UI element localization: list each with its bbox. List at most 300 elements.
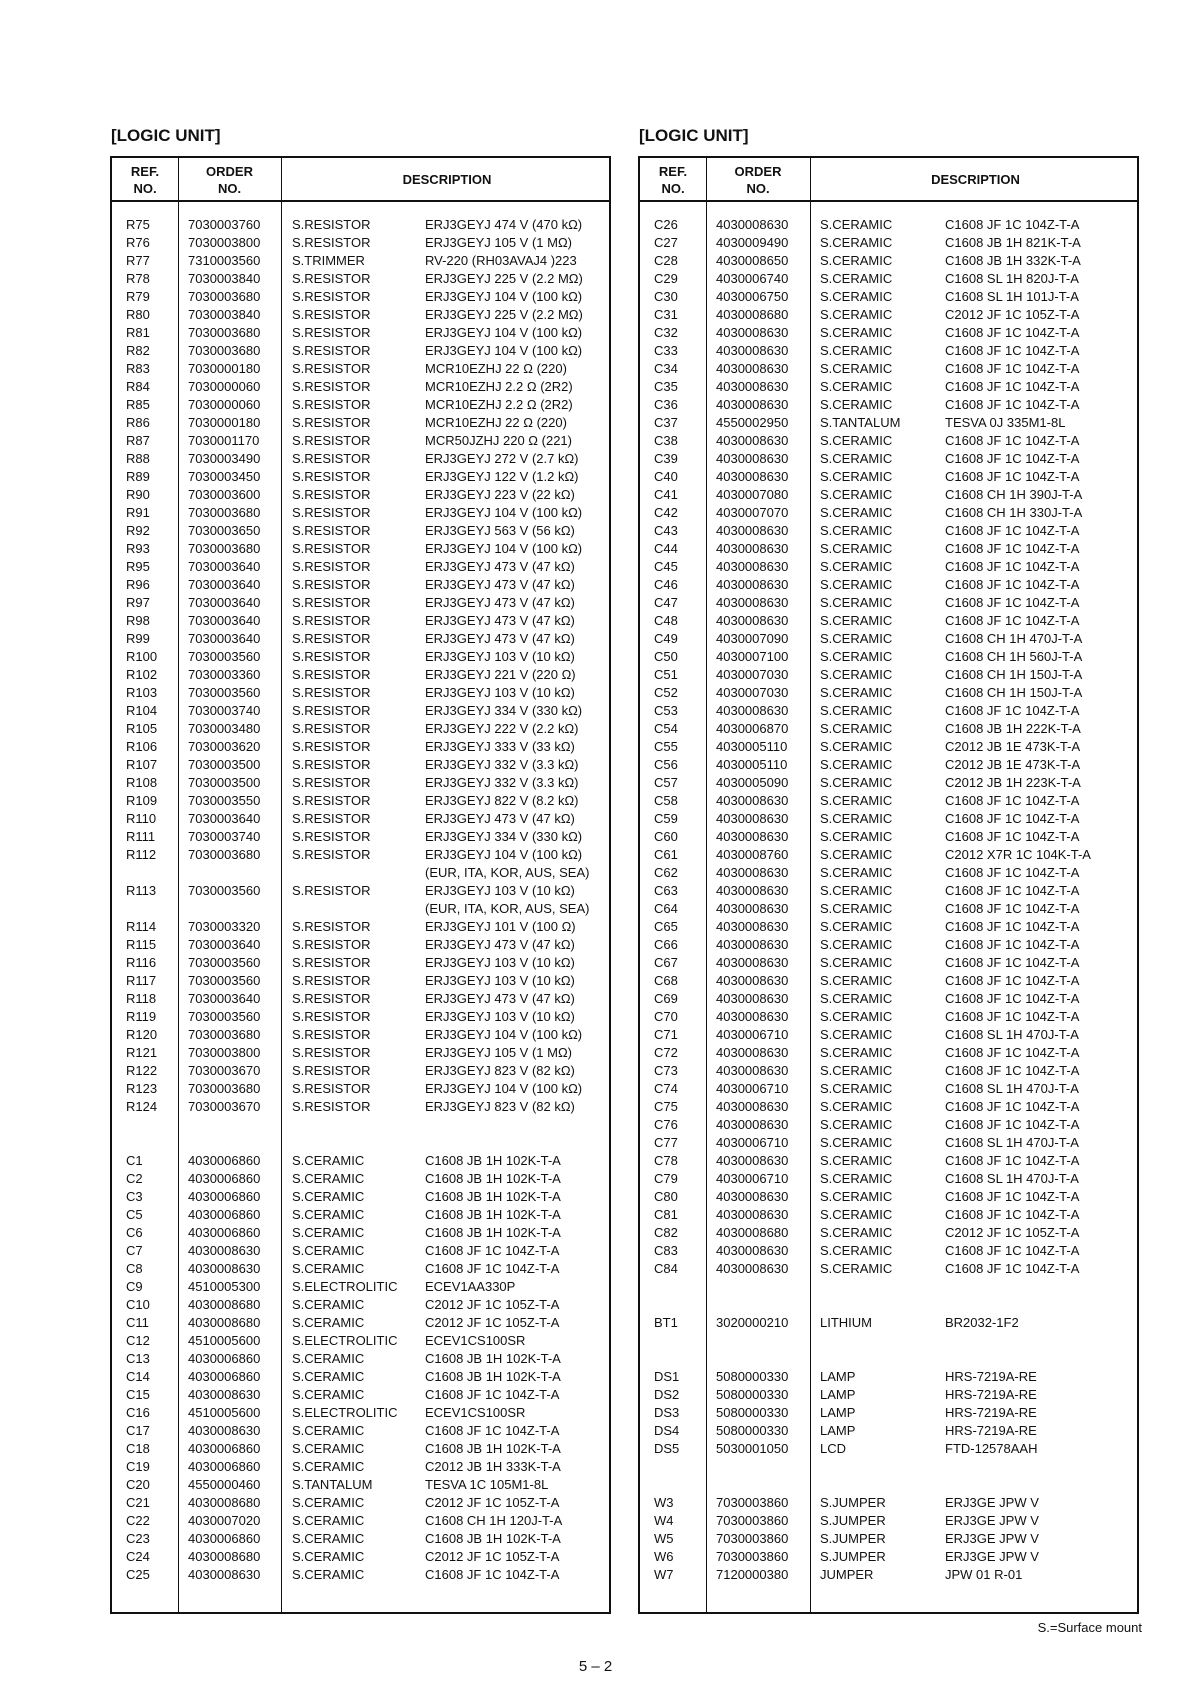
order-no: 7030003680 [188, 505, 261, 520]
order-no: 4030007090 [716, 631, 789, 646]
right-table-body [640, 216, 1137, 1584]
part-spec: C1608 JF 1C 104Z-T-A [945, 397, 1080, 412]
order-no: 4030008630 [188, 1423, 261, 1438]
part-spec: C1608 CH 1H 330J-T-A [945, 505, 1083, 520]
table-row [112, 846, 609, 864]
order-no: 4030008630 [716, 1207, 789, 1222]
order-no: 4030006710 [716, 1171, 789, 1186]
ref-no: R122 [126, 1063, 158, 1078]
ref-no: C48 [654, 613, 678, 628]
table-row [112, 1386, 609, 1404]
table-row [640, 1566, 1137, 1584]
ref-no: R106 [126, 739, 158, 754]
table-row [112, 216, 609, 234]
description-header: DESCRIPTION [931, 172, 1020, 187]
table-row [112, 396, 609, 414]
part-spec: C1608 JF 1C 104Z-T-A [945, 523, 1080, 538]
table-row [640, 792, 1137, 810]
part-spec: C1608 JF 1C 104Z-T-A [945, 973, 1080, 988]
part-type: S.CERAMIC [292, 1243, 365, 1258]
ref-no: C69 [654, 991, 678, 1006]
part-spec: ERJ3GEYJ 225 V (2.2 MΩ) [425, 271, 583, 286]
table-row [112, 684, 609, 702]
order-no: 4030008630 [716, 541, 789, 556]
part-type: S.CERAMIC [292, 1225, 365, 1240]
table-row [640, 1296, 1137, 1314]
table-row [640, 1332, 1137, 1350]
part-spec: HRS-7219A-RE [945, 1369, 1037, 1384]
ref-no: C50 [654, 649, 678, 664]
part-spec: ERJ3GEYJ 103 V (10 kΩ) [425, 883, 575, 898]
order-no: 7030003320 [188, 919, 261, 934]
order-no: 7030003450 [188, 469, 261, 484]
part-spec: ERJ3GEYJ 103 V (10 kΩ) [425, 1009, 575, 1024]
table-row [640, 702, 1137, 720]
part-spec: C1608 JF 1C 104Z-T-A [945, 343, 1080, 358]
part-type: S.RESISTOR [292, 1081, 371, 1096]
part-spec: C1608 JF 1C 104Z-T-A [945, 1243, 1080, 1258]
order-no: 4030008630 [716, 793, 789, 808]
part-spec: ERJ3GEYJ 474 V (470 kΩ) [425, 217, 583, 232]
ref-no: R113 [126, 883, 157, 898]
order-no: 7030003800 [188, 235, 261, 250]
table-row [112, 540, 609, 558]
table-row [640, 1404, 1137, 1422]
ref-no: C71 [654, 1027, 678, 1042]
part-type: S.CERAMIC [292, 1189, 365, 1204]
part-type: S.RESISTOR [292, 235, 371, 250]
ref-no: DS3 [654, 1405, 680, 1420]
ref-no: R100 [126, 649, 158, 664]
order-no: 4030006860 [188, 1189, 261, 1204]
part-type: S.RESISTOR [292, 433, 371, 448]
part-type: S.RESISTOR [292, 1027, 371, 1042]
part-type: S.RESISTOR [292, 613, 371, 628]
part-spec: ERJ3GEYJ 103 V (10 kΩ) [425, 649, 575, 664]
part-spec: ERJ3GEYJ 334 V (330 kΩ) [425, 703, 583, 718]
ref-no: R89 [126, 469, 150, 484]
ref-no: R118 [126, 991, 157, 1006]
table-row [640, 936, 1137, 954]
table-row [112, 360, 609, 378]
ref-no: C11 [126, 1315, 149, 1330]
part-spec: HRS-7219A-RE [945, 1387, 1037, 1402]
part-spec: MCR50JZHJ 220 Ω (221) [425, 433, 572, 448]
order-no: 7030003860 [716, 1549, 789, 1564]
ref-no: C74 [654, 1081, 678, 1096]
ref-no: DS1 [654, 1369, 680, 1384]
ref-no: R83 [126, 361, 150, 376]
table-row [640, 414, 1137, 432]
order-no: 4030008630 [716, 811, 789, 826]
order-no: 4030008630 [716, 343, 789, 358]
part-spec: ERJ3GEYJ 101 V (100 Ω) [425, 919, 576, 934]
order-no: 7030003670 [188, 1099, 261, 1114]
order-no: 7030003560 [188, 955, 261, 970]
part-spec: ERJ3GEYJ 221 V (220 Ω) [425, 667, 576, 682]
ref-no: R110 [126, 811, 157, 826]
part-type: S.RESISTOR [292, 559, 371, 574]
table-row [640, 1278, 1137, 1296]
table-row [640, 1548, 1137, 1566]
part-type: S.RESISTOR [292, 289, 371, 304]
table-row [640, 360, 1137, 378]
order-no: 7030003480 [188, 721, 261, 736]
part-spec: ERJ3GE JPW V [945, 1495, 1039, 1510]
table-row [640, 756, 1137, 774]
order-no: 4030006740 [716, 271, 789, 286]
table-row [640, 234, 1137, 252]
table-row [112, 1368, 609, 1386]
ref-no: R84 [126, 379, 150, 394]
table-row [112, 1512, 609, 1530]
table-row [640, 1152, 1137, 1170]
order-no: 7030003640 [188, 937, 261, 952]
part-spec: C1608 CH 1H 560J-T-A [945, 649, 1083, 664]
table-row [640, 1422, 1137, 1440]
order-no: 7030003550 [188, 793, 261, 808]
part-spec: C1608 JF 1C 104Z-T-A [945, 991, 1080, 1006]
part-type: S.RESISTOR [292, 379, 371, 394]
order-no: 7030003640 [188, 631, 261, 646]
ref-no: C16 [126, 1405, 150, 1420]
ref-no: C62 [654, 865, 678, 880]
ref-no: C7 [126, 1243, 143, 1258]
table-row [112, 576, 609, 594]
part-type: S.CERAMIC [820, 1261, 893, 1276]
order-no: 4030008630 [716, 991, 789, 1006]
ref-no: C2 [126, 1171, 143, 1186]
order-no: 4030008630 [716, 1117, 789, 1132]
part-spec: C1608 JF 1C 104Z-T-A [945, 469, 1080, 484]
order-no: 4030008630 [716, 1063, 789, 1078]
table-row [112, 414, 609, 432]
table-row [640, 576, 1137, 594]
ref-no: DS4 [654, 1423, 680, 1438]
ref-no: C33 [654, 343, 678, 358]
order-no: 4030008630 [716, 1009, 789, 1024]
ref-no: C77 [654, 1135, 678, 1150]
part-type: S.ELECTROLITIC [292, 1405, 398, 1420]
ref-no-header: REF. NO. [658, 164, 688, 196]
part-type: S.CERAMIC [820, 1225, 893, 1240]
order-no: 7030003560 [188, 883, 261, 898]
part-spec: ERJ3GE JPW V [945, 1531, 1039, 1546]
part-spec: ERJ3GEYJ 105 V (1 MΩ) [425, 1045, 572, 1060]
table-row [112, 1404, 609, 1422]
part-spec: FTD-12578AAH [945, 1441, 1038, 1456]
ref-no: R123 [126, 1081, 158, 1096]
order-no: 4030008630 [716, 865, 789, 880]
table-row [112, 810, 609, 828]
part-spec: ERJ3GEYJ 332 V (3.3 kΩ) [425, 775, 579, 790]
part-spec: ERJ3GEYJ 473 V (47 kΩ) [425, 595, 575, 610]
ref-no: C70 [654, 1009, 678, 1024]
table-row [640, 972, 1137, 990]
ref-no: C19 [126, 1459, 150, 1474]
part-spec: HRS-7219A-RE [945, 1405, 1037, 1420]
part-type: S.CERAMIC [820, 559, 893, 574]
order-no: 4030008630 [716, 433, 789, 448]
order-no: 4030006750 [716, 289, 789, 304]
order-no: 4030006870 [716, 721, 789, 736]
part-spec: C2012 JF 1C 105Z-T-A [945, 1225, 1080, 1240]
order-no: 7030003670 [188, 1063, 261, 1078]
ref-no: C53 [654, 703, 678, 718]
part-type: S.CERAMIC [292, 1297, 365, 1312]
table-row [112, 1026, 609, 1044]
ref-no: R121 [126, 1045, 158, 1060]
table-row [112, 1458, 609, 1476]
order-no: 4030008680 [188, 1315, 261, 1330]
part-spec: C1608 JB 1H 102K-T-A [425, 1531, 561, 1546]
right-section-title: [LOGIC UNIT] [639, 126, 749, 145]
ref-no: C20 [126, 1477, 150, 1492]
part-type: S.CERAMIC [820, 1063, 893, 1078]
ref-no: W6 [654, 1549, 674, 1564]
ref-no: C75 [654, 1099, 678, 1114]
ref-no: C47 [654, 595, 678, 610]
order-no: 7030003860 [716, 1513, 789, 1528]
order-no: 4030008630 [716, 937, 789, 952]
ref-no: R85 [126, 397, 150, 412]
ref-no: R95 [126, 559, 150, 574]
ref-no: C61 [654, 847, 678, 862]
part-type: S.RESISTOR [292, 505, 371, 520]
part-spec: C2012 JB 1H 223K-T-A [945, 775, 1081, 790]
order-no: 4030008630 [716, 523, 789, 538]
part-spec: C1608 JF 1C 104Z-T-A [945, 1009, 1080, 1024]
part-spec: C1608 JF 1C 104Z-T-A [945, 883, 1080, 898]
part-spec: C1608 SL 1H 101J-T-A [945, 289, 1079, 304]
part-type: S.RESISTOR [292, 919, 371, 934]
ref-no: C52 [654, 685, 678, 700]
part-type: S.TRIMMER [292, 253, 365, 268]
order-no: 4550000460 [188, 1477, 261, 1492]
table-row [112, 1152, 609, 1170]
part-type: S.CERAMIC [820, 397, 893, 412]
left-parts-table [110, 156, 611, 1614]
order-no: 4030009490 [716, 235, 789, 250]
order-no: 4030006860 [188, 1459, 261, 1474]
order-no: 4030006860 [188, 1171, 261, 1186]
order-no: 3020000210 [716, 1315, 789, 1330]
part-spec: MCR10EZHJ 22 Ω (220) [425, 415, 567, 430]
ref-no: C1 [126, 1153, 143, 1168]
table-row [112, 378, 609, 396]
part-type: S.RESISTOR [292, 343, 371, 358]
ref-no: C73 [654, 1063, 678, 1078]
order-no: 4030008630 [716, 217, 789, 232]
part-type: S.RESISTOR [292, 541, 371, 556]
part-spec: C2012 JF 1C 105Z-T-A [945, 307, 1080, 322]
part-spec: C1608 JF 1C 104Z-T-A [945, 217, 1080, 232]
order-no: 4030008680 [716, 1225, 789, 1240]
part-type: S.RESISTOR [292, 703, 371, 718]
table-row [640, 666, 1137, 684]
order-no: 4030008680 [716, 307, 789, 322]
table-row [640, 558, 1137, 576]
part-type: LAMP [820, 1423, 856, 1438]
order-no: 7030003490 [188, 451, 261, 466]
part-spec: ERJ3GEYJ 473 V (47 kΩ) [425, 631, 575, 646]
part-type: S.CERAMIC [820, 1189, 893, 1204]
part-spec: HRS-7219A-RE [945, 1423, 1037, 1438]
table-row [112, 1098, 609, 1116]
part-spec: C1608 JF 1C 104Z-T-A [945, 379, 1080, 394]
table-row [112, 702, 609, 720]
ref-no: R92 [126, 523, 150, 538]
ref-no: C17 [126, 1423, 150, 1438]
order-no: 4030008630 [716, 1045, 789, 1060]
table-row [112, 288, 609, 306]
ref-no: C30 [654, 289, 678, 304]
order-no: 7030003650 [188, 523, 261, 538]
order-no: 7030003500 [188, 757, 261, 772]
part-spec: ERJ3GEYJ 122 V (1.2 kΩ) [425, 469, 579, 484]
part-type: S.CERAMIC [820, 1243, 893, 1258]
part-spec: ERJ3GEYJ 334 V (330 kΩ) [425, 829, 583, 844]
part-spec: C1608 JB 1H 102K-T-A [425, 1351, 561, 1366]
part-type: S.CERAMIC [820, 1153, 893, 1168]
table-row [640, 324, 1137, 342]
part-type: S.JUMPER [820, 1531, 886, 1546]
table-row [640, 1386, 1137, 1404]
part-type: S.CERAMIC [820, 235, 893, 250]
part-spec: ERJ3GEYJ 823 V (82 kΩ) [425, 1099, 575, 1114]
part-type: S.CERAMIC [292, 1261, 365, 1276]
ref-no: C18 [126, 1441, 150, 1456]
order-no: 7030003680 [188, 541, 261, 556]
ref-no: C45 [654, 559, 678, 574]
table-row [640, 450, 1137, 468]
part-type: S.CERAMIC [292, 1513, 365, 1528]
part-spec: C1608 SL 1H 470J-T-A [945, 1027, 1079, 1042]
part-spec: C1608 JF 1C 104Z-T-A [945, 577, 1080, 592]
order-no: 4030008630 [716, 919, 789, 934]
table-row [112, 486, 609, 504]
ref-no: C84 [654, 1261, 678, 1276]
ref-no: C39 [654, 451, 678, 466]
ref-no: C27 [654, 235, 678, 250]
ref-no: R107 [126, 757, 158, 772]
ref-no: C65 [654, 919, 678, 934]
part-type: S.CERAMIC [292, 1387, 365, 1402]
part-type: S.TANTALUM [820, 415, 901, 430]
part-type: LAMP [820, 1405, 856, 1420]
part-spec: ERJ3GEYJ 104 V (100 kΩ) [425, 289, 583, 304]
table-row [112, 1044, 609, 1062]
ref-no: R119 [126, 1009, 157, 1024]
part-spec: C1608 CH 1H 120J-T-A [425, 1513, 563, 1528]
order-no: 4030008630 [716, 559, 789, 574]
part-spec: ERJ3GEYJ 272 V (2.7 kΩ) [425, 451, 579, 466]
part-type: S.CERAMIC [820, 253, 893, 268]
part-type: S.CERAMIC [820, 613, 893, 628]
ref-no: C22 [126, 1513, 150, 1528]
table-row [112, 1260, 609, 1278]
part-type: S.CERAMIC [820, 361, 893, 376]
part-type: S.CERAMIC [820, 469, 893, 484]
part-type: S.JUMPER [820, 1513, 886, 1528]
ref-no: R78 [126, 271, 150, 286]
part-type: S.RESISTOR [292, 595, 371, 610]
order-no: 4030008630 [716, 451, 789, 466]
part-spec: C1608 JF 1C 104Z-T-A [945, 325, 1080, 340]
part-type: S.CERAMIC [820, 1207, 893, 1222]
ref-no: C78 [654, 1153, 678, 1168]
part-type: S.RESISTOR [292, 469, 371, 484]
table-row [640, 306, 1137, 324]
order-no: 7030003360 [188, 667, 261, 682]
order-no: 7030003640 [188, 577, 261, 592]
part-type: S.RESISTOR [292, 1099, 371, 1114]
part-spec: C1608 JF 1C 104Z-T-A [945, 829, 1080, 844]
table-row [112, 864, 609, 882]
table-row [112, 1170, 609, 1188]
ref-no: R90 [126, 487, 150, 502]
ref-no: C34 [654, 361, 678, 376]
order-no: 4030008630 [716, 883, 789, 898]
part-type: S.RESISTOR [292, 523, 371, 538]
order-no: 4030008650 [716, 253, 789, 268]
ref-no: C37 [654, 415, 678, 430]
part-type: S.RESISTOR [292, 325, 371, 340]
order-no: 7030003760 [188, 217, 261, 232]
page-number: 5 – 2 [578, 1658, 613, 1675]
table-row [640, 1440, 1137, 1458]
part-spec: ERJ3GE JPW V [945, 1513, 1039, 1528]
table-row [112, 900, 609, 918]
table-row [112, 1242, 609, 1260]
ref-no: R103 [126, 685, 158, 700]
order-no: 7030003740 [188, 829, 261, 844]
order-no: 4030008630 [716, 325, 789, 340]
part-spec: ERJ3GEYJ 225 V (2.2 MΩ) [425, 307, 583, 322]
ref-no: C15 [126, 1387, 150, 1402]
part-type: S.CERAMIC [820, 667, 893, 682]
ref-no: R115 [126, 937, 157, 952]
part-spec: ERJ3GEYJ 822 V (8.2 kΩ) [425, 793, 579, 808]
table-row [112, 1548, 609, 1566]
part-type: S.RESISTOR [292, 721, 371, 736]
order-no: 4030008630 [188, 1243, 261, 1258]
table-row [640, 1206, 1137, 1224]
order-no: 4030006860 [188, 1369, 261, 1384]
order-no: 7030000180 [188, 415, 261, 430]
order-no: 7310003560 [188, 253, 261, 268]
order-no: 7030003680 [188, 289, 261, 304]
part-spec: ERJ3GEYJ 473 V (47 kΩ) [425, 991, 575, 1006]
table-row [640, 738, 1137, 756]
order-no: 4030008630 [716, 613, 789, 628]
part-type: S.RESISTOR [292, 847, 371, 862]
part-spec: C2012 JB 1E 473K-T-A [945, 739, 1081, 754]
part-type: S.RESISTOR [292, 487, 371, 502]
table-row [640, 1476, 1137, 1494]
part-type: S.CERAMIC [292, 1171, 365, 1186]
ref-no: C56 [654, 757, 678, 772]
part-spec: ERJ3GEYJ 473 V (47 kΩ) [425, 613, 575, 628]
table-row [640, 990, 1137, 1008]
table-row [112, 1188, 609, 1206]
part-type: S.CERAMIC [292, 1423, 365, 1438]
order-no: 5080000330 [716, 1369, 789, 1384]
part-spec: ERJ3GEYJ 104 V (100 kΩ) [425, 1027, 583, 1042]
part-spec: ERJ3GEYJ 333 V (33 kΩ) [425, 739, 575, 754]
part-spec: C1608 JF 1C 104Z-T-A [425, 1387, 560, 1402]
order-no: 4030007070 [716, 505, 789, 520]
